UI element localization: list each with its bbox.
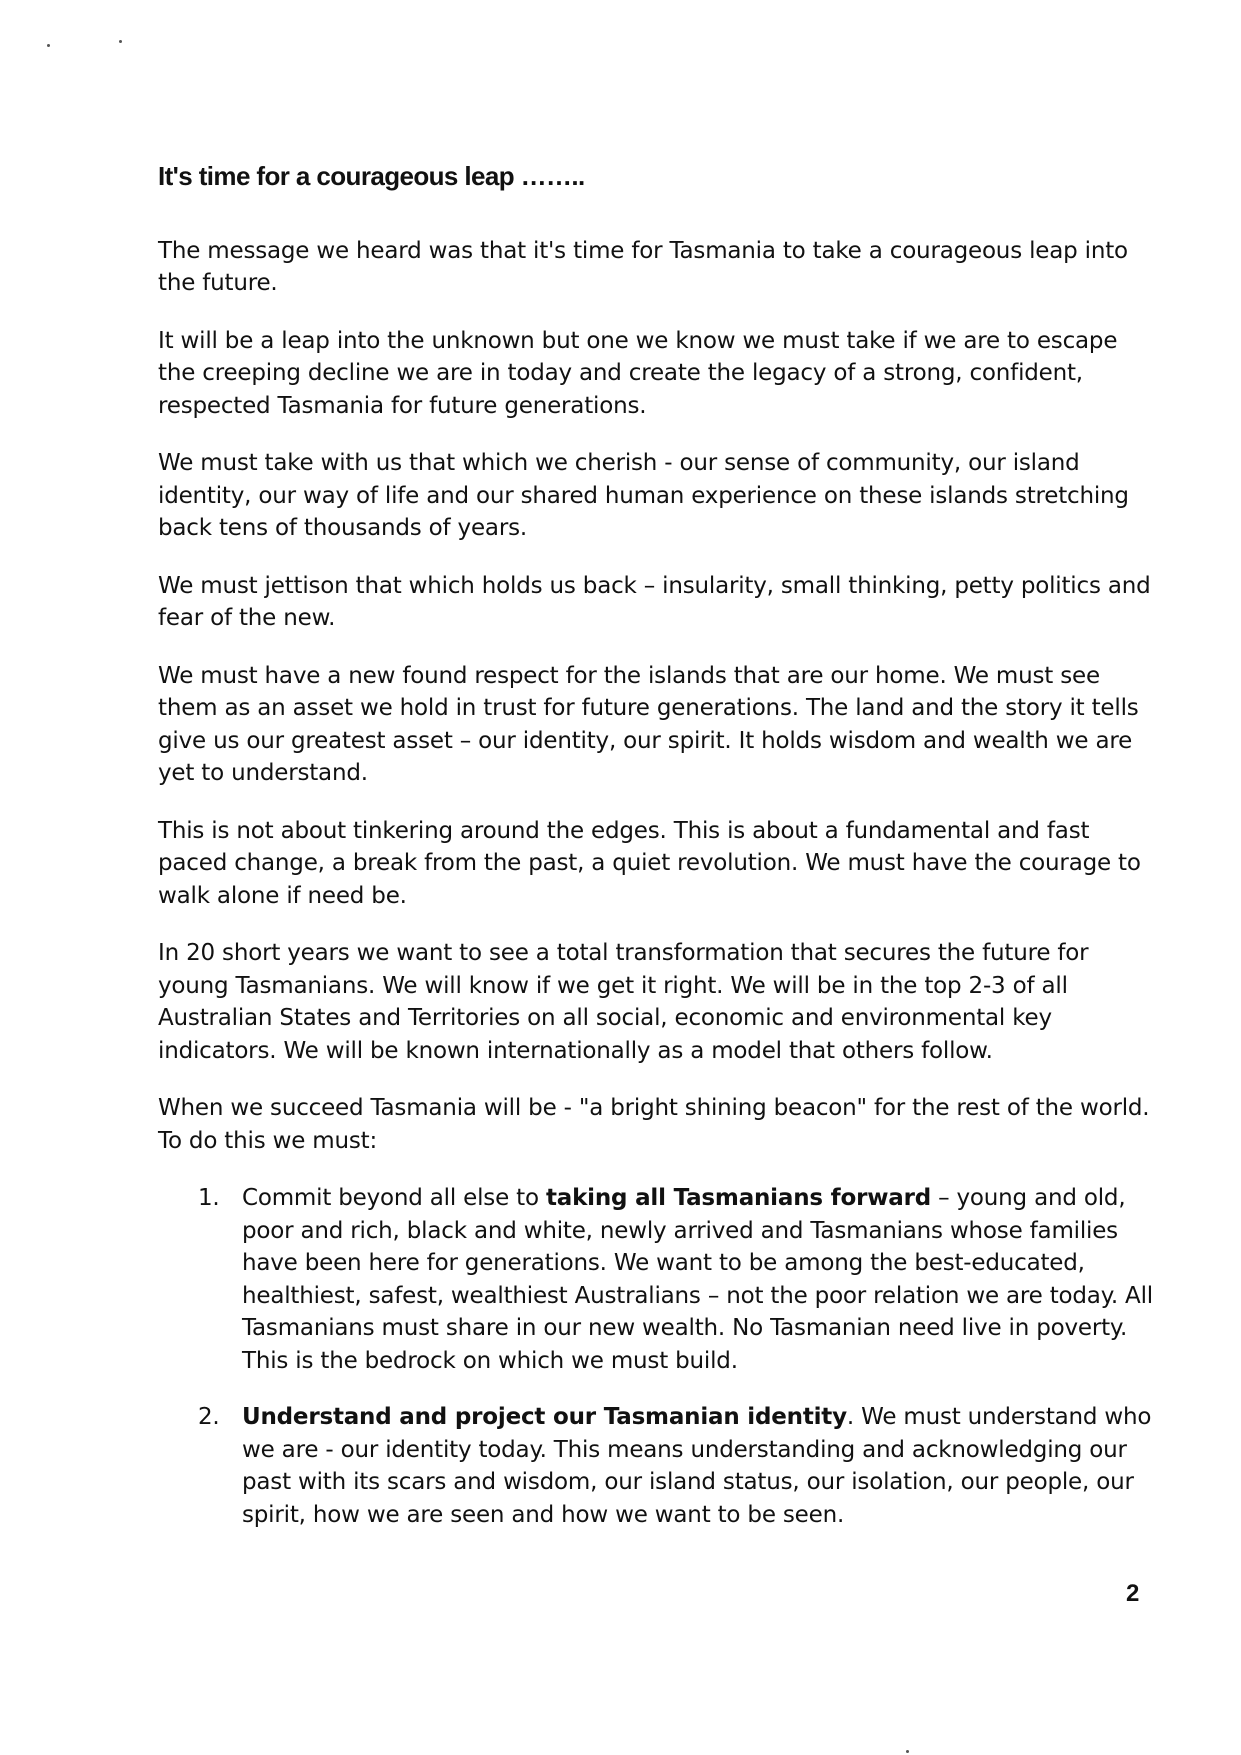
scan-speck bbox=[119, 40, 122, 43]
paragraph: We must jettison that which holds us back – insularity, small thinking, petty politics and fear of the new. bbox=[158, 572, 1151, 631]
list-number: 2. bbox=[198, 1404, 220, 1430]
list-item-lead: Commit beyond all else to bbox=[242, 1185, 546, 1211]
paragraph: This is not about tinkering around the edges. This is about a fundamental and fast paced change, a break from the past, a quiet revolution. We must have the courage to walk alone if need be. bbox=[158, 817, 1141, 909]
paragraph: We must have a new found respect for the islands that are our home. We must see them as an asset we hold in trust for future generations. The land and the story it tells give us our greatest asset – our identity, our spirit. It holds wisdom and wealth we are yet to understand. bbox=[158, 662, 1139, 786]
list-item bbox=[158, 1401, 1158, 1531]
paragraph: When we succeed Tasmania will be - "a bright shining beacon" for the rest of the world. To do this we must: bbox=[158, 1095, 1150, 1154]
paragraph: It will be a leap into the unknown but one we know we must take if we are to escape the creeping decline we are in today and create the legacy of a strong, confident, respected Tasmania for future generations. bbox=[158, 327, 1118, 419]
list-item-text: . We must understand who we are - our identity today. This means understanding and acknowledging our past with its scars and wisdom, our island status, our isolation, our people, our spirit, how we are seen and how we want to be seen. bbox=[242, 1404, 1152, 1528]
list-item-emphasis: Understand and project our Tasmanian identity bbox=[242, 1404, 847, 1430]
scan-speck bbox=[47, 44, 50, 47]
document-body bbox=[158, 160, 1158, 1555]
page-heading: It's time for a courageous leap …….. bbox=[158, 161, 585, 191]
list-number: 1. bbox=[198, 1185, 220, 1211]
page-number: 2 bbox=[1126, 1580, 1140, 1607]
paragraph: We must take with us that which we cherish - our sense of community, our island identity, our way of life and our shared human experience on these islands stretching back tens of thousands of years. bbox=[158, 450, 1129, 541]
scan-speck bbox=[906, 1750, 909, 1753]
list-item bbox=[158, 1182, 1158, 1377]
list-item-emphasis: taking all Tasmanians forward bbox=[545, 1185, 931, 1211]
paragraph: The message we heard was that it's time for Tasmania to take a courageous leap into the future. bbox=[158, 237, 1128, 296]
list-item-text: – young and old, poor and rich, black and white, newly arrived and Tasmanians whose families have been here for generations. We want to be among the best-educated, healthiest, safest, wealthiest Australians – not the poor relation we are today. All Tasmanians must share in our new wealth. No Tasmanian need live in poverty. This is the bedrock on which we must build. bbox=[242, 1185, 1153, 1374]
numbered-list bbox=[158, 1182, 1158, 1531]
paragraph: In 20 short years we want to see a total transformation that secures the future for young Tasmanians. We will know if we get it right. We will be in the top 2-3 of all Australian States and Territories on all social, economic and environmental key indicators. We will be known internationally as a model that others follow. bbox=[158, 940, 1089, 1064]
